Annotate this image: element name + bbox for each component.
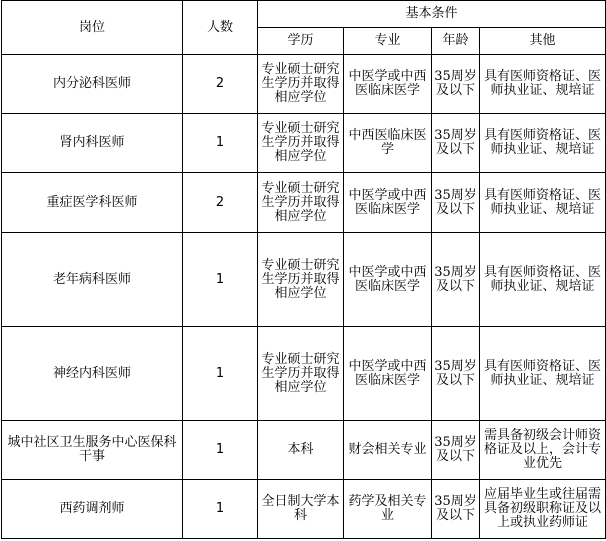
table-row <box>2 173 606 233</box>
cell-major: 药学及相关专业 <box>344 480 432 539</box>
cell-count: 1 <box>183 480 258 539</box>
header-basic-conditions: 基本条件 <box>258 1 606 28</box>
cell-major: 财会相关专业 <box>344 421 432 480</box>
cell-major: 中医学或中西医临床医学 <box>344 173 432 233</box>
header-other: 其他 <box>480 28 606 55</box>
cell-position: 内分泌科医师 <box>2 55 183 114</box>
header-age: 年龄 <box>432 28 480 55</box>
cell-major: 中医学或中西医临床医学 <box>344 233 432 327</box>
cell-count: 1 <box>183 233 258 327</box>
table-row <box>2 233 606 327</box>
cell-position: 神经内科医师 <box>2 327 183 421</box>
header-count: 人数 <box>183 1 258 55</box>
table-row <box>2 55 606 114</box>
cell-education: 本科 <box>258 421 344 480</box>
cell-other: 应届毕业生或往届需具备初级职称证及以上或执业药师证 <box>480 480 606 539</box>
cell-major: 中西医临床医学 <box>344 114 432 173</box>
cell-position: 老年病科医师 <box>2 233 183 327</box>
header-row-top <box>2 1 606 28</box>
cell-count: 1 <box>183 327 258 421</box>
cell-education: 专业硕士研究生学历并取得相应学位 <box>258 327 344 421</box>
cell-age: 35周岁及以下 <box>432 480 480 539</box>
table-row <box>2 480 606 539</box>
header-major: 专业 <box>344 28 432 55</box>
cell-major: 中医学或中西医临床医学 <box>344 327 432 421</box>
cell-position: 西药调剂师 <box>2 480 183 539</box>
cell-other: 需具备初级会计师资格证及以上，会计专业优先 <box>480 421 606 480</box>
cell-count: 2 <box>183 55 258 114</box>
cell-other: 具有医师资格证、医师执业证、规培证 <box>480 114 606 173</box>
header-education: 学历 <box>258 28 344 55</box>
table-row <box>2 114 606 173</box>
cell-other: 具有医师资格证、医师执业证、规培证 <box>480 233 606 327</box>
cell-education: 全日制大学本科 <box>258 480 344 539</box>
cell-age: 35周岁及以下 <box>432 173 480 233</box>
cell-education: 专业硕士研究生学历并取得相应学位 <box>258 55 344 114</box>
cell-education: 专业硕士研究生学历并取得相应学位 <box>258 114 344 173</box>
table-row <box>2 327 606 421</box>
header-position: 岗位 <box>2 1 183 55</box>
cell-position: 肾内科医师 <box>2 114 183 173</box>
cell-major: 中医学或中西医临床医学 <box>344 55 432 114</box>
cell-age: 35周岁及以下 <box>432 114 480 173</box>
cell-age: 35周岁及以下 <box>432 55 480 114</box>
cell-age: 35周岁及以下 <box>432 327 480 421</box>
cell-other: 具有医师资格证、医师执业证、规培证 <box>480 327 606 421</box>
cell-age: 35周岁及以下 <box>432 421 480 480</box>
cell-education: 专业硕士研究生学历并取得相应学位 <box>258 233 344 327</box>
cell-count: 1 <box>183 114 258 173</box>
recruitment-table <box>1 0 606 539</box>
cell-position: 重症医学科医师 <box>2 173 183 233</box>
cell-other: 具有医师资格证、医师执业证、规培证 <box>480 173 606 233</box>
cell-other: 具有医师资格证、医师执业证、规培证 <box>480 55 606 114</box>
cell-position: 城中社区卫生服务中心医保科干事 <box>2 421 183 480</box>
table-row <box>2 421 606 480</box>
cell-count: 1 <box>183 421 258 480</box>
cell-education: 专业硕士研究生学历并取得相应学位 <box>258 173 344 233</box>
cell-age: 35周岁及以下 <box>432 233 480 327</box>
cell-count: 2 <box>183 173 258 233</box>
